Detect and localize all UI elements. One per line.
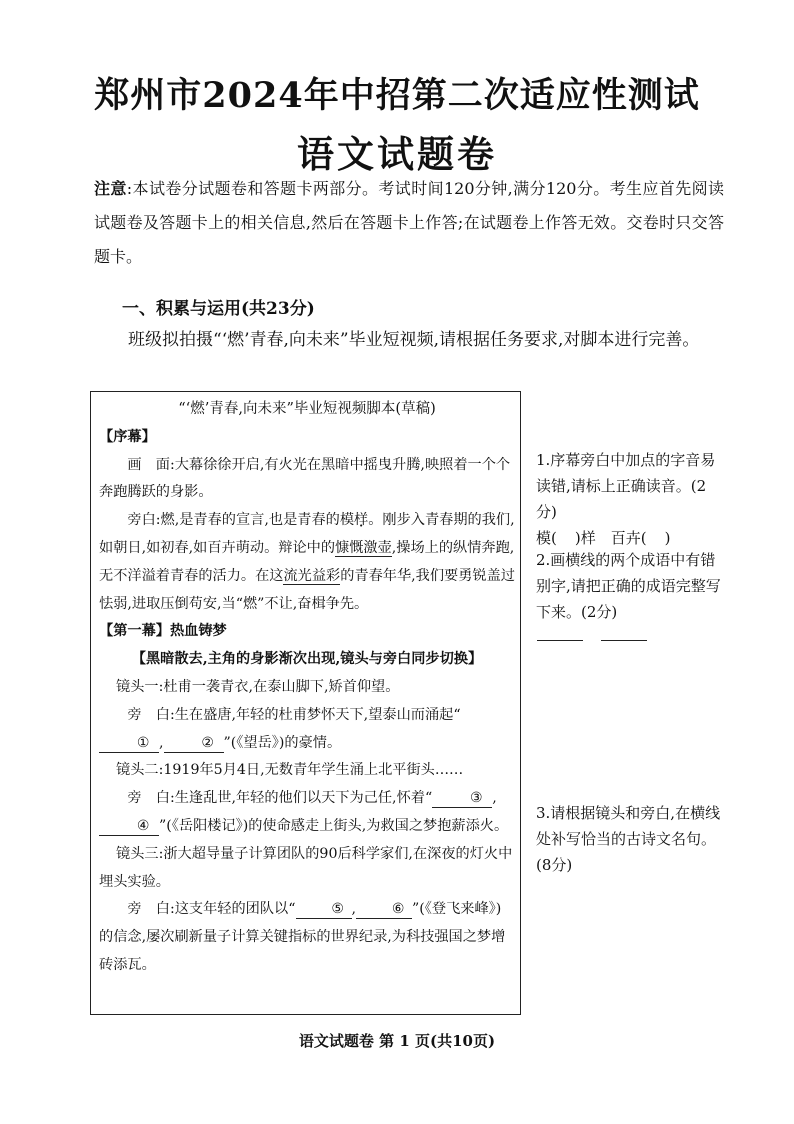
prologue-voiceover <box>99 507 515 618</box>
act1-heading-line <box>99 618 515 646</box>
answer-lines <box>537 640 649 642</box>
fill-text: ) <box>664 529 671 547</box>
voice-text: ”(《岳阳楼记》)的使命感走上街头,为救国之梦抱薪添火。 <box>159 817 509 834</box>
blank-1: ① <box>99 734 159 753</box>
prologue-scene: 画 面:大幕徐徐开启,有火光在黑暗中摇曳升腾,映照着一个个奔跑腾跃的身影。 <box>99 456 511 501</box>
notice-paragraph <box>94 172 724 274</box>
voice-text: 旁 白:生在盛唐,年轻的杜甫梦怀天下,望泰山而涌起 <box>127 706 454 723</box>
voice-text: 旁 白:这支年轻的团队以“ <box>127 901 296 918</box>
answer-line-1 <box>537 640 583 641</box>
blank-4: ④ <box>99 817 159 836</box>
section-heading: 一、积累与运用(共23分) <box>122 299 315 319</box>
blank-3: ③ <box>432 789 492 808</box>
act1-direction: 【黑暗散去,主角的身影渐次出现,镜头与旁白同步切换】 <box>131 651 483 668</box>
dotted-char: 模 <box>339 512 355 529</box>
voice-text: 旁白:燃,是青春的宣言,也是青春的 <box>127 512 340 529</box>
notice-label: 注意 <box>94 179 127 198</box>
shot-3: 镜头三:浙大超导量子计算团队的90后科学家们,在深夜的灯火中埋头实验。 <box>99 845 513 890</box>
act1-title: 热血铸梦 <box>169 623 227 640</box>
notice-text: :本试卷分试题卷和答题卡两部分。考试时间120分钟,满分120分。考生应首先阅读试题卷及答题卡上的相关信息,然后在答题卡上作答;在试题卷上作答无效。交卷时只交答题卡。 <box>94 179 724 266</box>
section-intro: 班级拟拍摄“‘燃’青春,向未来”毕业短视频,请根据任务要求,对脚本进行完善。 <box>128 330 700 350</box>
shot-2: 镜头二:1919年5月4日,无数青年学生涌上北平街头…… <box>116 762 464 779</box>
voice-text: 的青春年华,我们要勇锐盖过怯弱,进取压倒苟安,当“燃”不让,奋楫争先。 <box>99 567 515 612</box>
voice-text: 样。刚步入青春期的我们,如朝日,如初春,如百卉萌动。辩论中的 <box>99 512 515 556</box>
voiceover-2: 旁 白:生逢乱世,年轻的他们以天下为己任,怀着“ ③ ,④ ”(《岳阳楼记》)的使命感走上街头,为救国之梦抱薪添火。 <box>99 785 515 841</box>
script-box <box>90 391 521 1015</box>
voice-text: ”(《望岳》)的豪情。 <box>223 734 342 751</box>
blank-2: ② <box>164 734 224 753</box>
question-2: 2.画横线的两个成语中有错别字,请把正确的成语完整写下来。(2分) <box>536 551 721 621</box>
voiceover-3: 旁 白:这支年轻的团队以“ ⑤ , ⑥ ”(《登飞来峰》)的信念,屡次刷新量子计算关键指标的世界纪录,为科技强国之梦增砖添瓦。 <box>99 901 506 973</box>
underlined-idiom-1: 慷慨激壶 <box>335 539 392 556</box>
underlined-idiom-2: 流光益彩 <box>283 567 341 584</box>
exam-title: 郑州市2024年中招第二次适应性测试 <box>94 75 700 116</box>
voice-text: ”(《登飞来峰》)的信念,屡次刷新量子计算关键指标的世界纪录,为科技强国之梦增砖添瓦。 <box>99 901 506 973</box>
script-title: “‘燃’青春,向未来”毕业短视频脚本(草稿) <box>178 401 436 417</box>
page-footer: 语文试题卷 第 1 页(共10页) <box>298 1032 496 1050</box>
answer-line-2 <box>601 640 647 641</box>
question-1-text: 1.序幕旁白中加点的字音易读错,请标上正确读音。(2分) <box>536 451 716 521</box>
voiceover-1: 旁 白:生在盛唐,年轻的杜甫梦怀天下,望泰山而涌起“① , ② ”(《望岳》)的豪情。 <box>99 702 515 758</box>
question-1 <box>536 447 726 551</box>
fill-text: 模( <box>536 529 557 547</box>
exam-subtitle: 语文试题卷 <box>297 132 497 176</box>
act1-heading: 【第一幕】 <box>99 623 170 640</box>
question-3: 3.请根据镜头和旁白,在横线处补写恰当的古诗文名句。(8分) <box>536 804 721 874</box>
shot-1: 镜头一:杜甫一袭青衣,在泰山脚下,矫首仰望。 <box>116 678 400 695</box>
voice-text: ,操场上的纵情奔跑,无不洋溢着青春的活力。在这 <box>99 539 515 584</box>
blank-6: ⑥ <box>356 900 412 919</box>
prologue-heading: 【序幕】 <box>99 428 156 445</box>
blank-5: ⑤ <box>296 900 352 919</box>
fill-text: )样 百卉( <box>574 529 647 547</box>
voice-text: 旁 白:生逢乱世,年轻的他们以天下为己任,怀着 <box>127 790 425 807</box>
